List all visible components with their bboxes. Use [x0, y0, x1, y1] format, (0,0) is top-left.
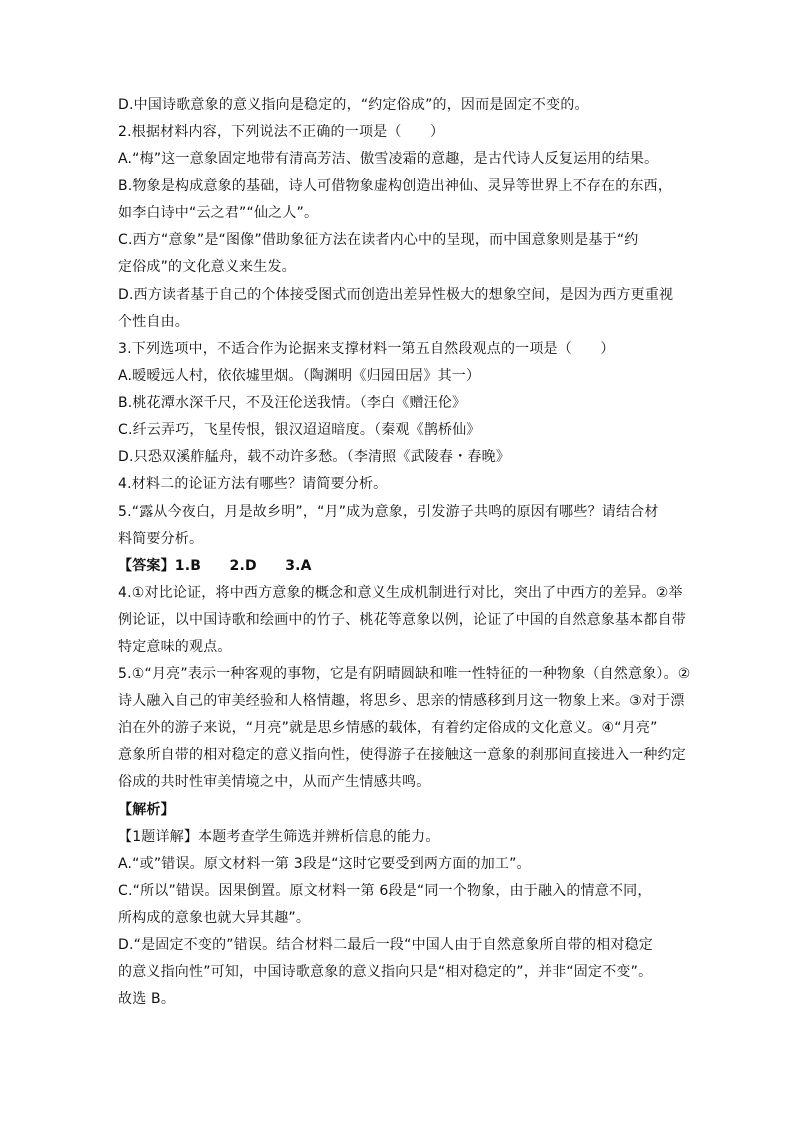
text-line: 5.①“月亮”表示一种客观的事物，它是有阴晴圆缺和唯一性特征的一种物象（自然意象）。② [118, 666, 691, 682]
answer-heading: 【答案】1.B 2.D 3.A [118, 558, 312, 574]
text-line: D.西方读者基于自己的个体接受图式而创造出差异性极大的想象空间，是因为西方更重视 [118, 287, 674, 303]
text-line: A.暧暧远人村，依依墟里烟。（陶渊明《归园田居》其一） [118, 368, 481, 384]
question-2-stem: 2.根据材料内容，下列说法不正确的一项是（ ） [118, 124, 445, 140]
text-line: D.“是固定不变的”错误。结合材料二最后一段“中国人由于自然意象所自带的相对稳定 [118, 937, 653, 953]
text-line: B.物象是构成意象的基础，诗人可借物象虚构创造出神仙、灵异等世界上不存在的东西， [118, 178, 673, 194]
text-line: C.“所以”错误。因果倒置。原文材料一第 6段是“同一个物象，由于融入的情意不同， [118, 883, 652, 899]
text-line: 料简要分析。 [118, 531, 204, 547]
text-line: 意象所自带的相对稳定的意义指向性，使得游子在接触这一意象的刹那间直接进入一种约定 [118, 747, 686, 763]
text-line: A.“梅”这一意象固定地带有清高芳洁、傲雪凌霜的意趣，是古代诗人反复运用的结果。 [118, 151, 659, 167]
text-line: 如李白诗中“云之君”“仙之人”。 [118, 205, 319, 221]
text-line: 个性自由。 [118, 314, 189, 330]
text-line: B.桃花潭水深千尺，不及汪伦送我情。（李白《赠汪伦》 [118, 395, 467, 411]
text-line: 的意义指向性”可知，中国诗歌意象的意义指向只是“相对稳定的”，并非“固定不变”。 [118, 964, 653, 980]
detail-heading: 【1题详解】本题考查学生筛选并辨析信息的能力。 [118, 829, 440, 845]
analysis-heading: 【解析】 [118, 802, 175, 818]
text-line: 故选 B。 [118, 991, 176, 1007]
text-line: 定俗成”的文化意义来生发。 [118, 259, 296, 275]
text-line: D.中国诗歌意象的意义指向是稳定的，“约定俗成”的，因而是固定不变的。 [118, 97, 589, 113]
text-line: 泊在外的游子来说，“月亮”就是思乡情感的载体，有着约定俗成的文化意义。④“月亮” [118, 720, 658, 736]
text-line: 诗人融入自己的审美经验和人格情趣，将思乡、思亲的情感移到月这一物象上来。③对于漂 [118, 693, 685, 709]
text-line: D.只恐双溪舴艋舟，载不动许多愁。（李清照《武陵春・春晚》 [118, 449, 511, 465]
text-line: 俗成的共时性审美情境之中，从而产生情感共鸣。 [118, 774, 431, 790]
question-3-stem: 3.下列选项中，不适合作为论据来支撑材料一第五自然段观点的一项是（ ） [118, 341, 615, 357]
text-line: 4.①对比论证，将中西方意象的概念和意义生成机制进行对比，突出了中西方的差异。②举 [118, 585, 683, 601]
text-line: A.“或”错误。原文材料一第 3段是“这时它要受到两方面的加工”。 [118, 856, 531, 872]
text-line: 所构成的意象也就大异其趣”。 [118, 910, 311, 926]
text-line: 例论证，以中国诗歌和绘画中的竹子、桃花等意象以例，论证了中国的自然意象基本都自带 [118, 612, 686, 628]
question-5-stem: 5.“露从今夜白，月是故乡明”，“月”成为意象，引发游子共鸣的原因有哪些？请结合材 [118, 504, 659, 520]
question-4-stem: 4.材料二的论证方法有哪些？请简要分析。 [118, 476, 388, 492]
text-line: C.西方“意象”是“图像”借助象征方法在读者内心中的呈现，而中国意象则是基于“约 [118, 232, 639, 248]
text-line: 特定意味的观点。 [118, 639, 232, 655]
text-line: C.纤云弄巧，飞星传恨，银汉迢迢暗度。（秦观《鹊桥仙》 [118, 422, 481, 438]
